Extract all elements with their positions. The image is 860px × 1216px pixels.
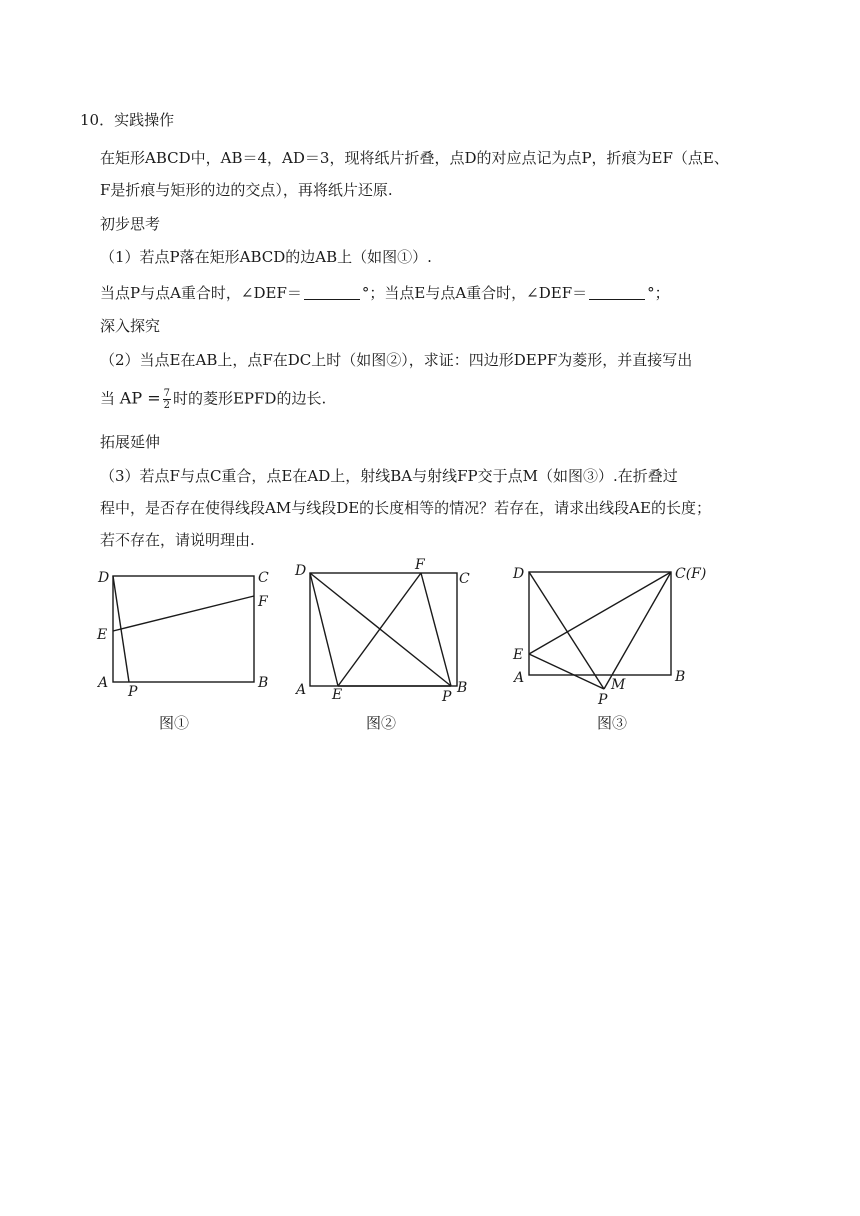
fig3-label-M: M — [611, 677, 626, 693]
fig2-line-DE — [310, 573, 338, 686]
fig2-line-EF — [338, 573, 421, 686]
answer-blank-1[interactable] — [304, 284, 360, 300]
problem-number: 10． — [80, 111, 115, 129]
figure-2 — [290, 555, 480, 705]
fraction — [163, 388, 171, 411]
fig3-label-CF: C(F) — [675, 566, 707, 582]
fig3-label-E: E — [513, 647, 524, 663]
fig1-rectangle — [113, 576, 254, 682]
fig3-label-D: D — [513, 566, 525, 582]
section1-title: 初步思考 — [100, 215, 161, 233]
section3-title: 拓展延伸 — [100, 433, 161, 451]
q1-line-1: （1）若点P落在矩形ABCD的边AB上（如图①）. — [100, 248, 432, 266]
q1-text-b: °；当点E与点A重合时，∠DEF＝ — [361, 284, 588, 302]
fig3-crease-EC — [529, 572, 671, 654]
fig1-caption: 图① — [159, 714, 190, 732]
fig2-label-A: A — [296, 682, 307, 698]
fig3-label-A: A — [514, 670, 525, 686]
fig1-label-A: A — [98, 675, 109, 691]
q2-math: AP = — [119, 388, 161, 408]
fig2-label-C: C — [459, 571, 470, 587]
fig2-caption: 图② — [366, 714, 397, 732]
fig2-label-E: E — [332, 687, 343, 703]
q1-line-2 — [100, 283, 670, 303]
fig1-label-P: P — [128, 684, 138, 700]
q1-text-c: °； — [647, 284, 670, 302]
fig3-line-PC — [604, 572, 671, 689]
fig3-caption: 图③ — [597, 714, 628, 732]
fig1-label-C: C — [258, 570, 269, 586]
q2-text-b: 时的菱形EPFD的边长. — [172, 389, 327, 408]
q2-line-2 — [100, 388, 326, 411]
problem-title: 实践操作 — [114, 111, 175, 129]
figure-3 — [505, 558, 725, 706]
fig2-label-F: F — [415, 557, 425, 573]
fig2-label-P: P — [442, 689, 452, 705]
intro-line-1: 在矩形ABCD中，AB＝4，AD＝3，现将纸片折叠，点D的对应点记为点P，折痕为EF（点E、 — [100, 149, 729, 167]
fig2-line-FP — [421, 573, 451, 686]
figure-1 — [90, 560, 280, 705]
problem-heading — [80, 110, 174, 130]
fig1-label-F: F — [258, 594, 268, 610]
fig2-label-B: B — [457, 680, 468, 696]
q3-line-3: 若不存在，请说明理由. — [100, 531, 255, 549]
fig1-label-E: E — [97, 627, 108, 643]
fig3-rectangle — [529, 572, 671, 675]
fig2-label-D: D — [295, 563, 307, 579]
q2-line-1: （2）当点E在AB上，点F在DC上时（如图②），求证：四边形DEPF为菱形，并直接写出 — [100, 351, 693, 369]
fraction-numerator: 7 — [163, 388, 170, 399]
answer-blank-2[interactable] — [589, 284, 645, 300]
fig3-label-B: B — [675, 669, 686, 685]
intro-line-2: F是折痕与矩形的边的交点），再将纸片还原. — [100, 181, 393, 199]
fig2-line-DP — [310, 573, 451, 686]
section2-title: 深入探究 — [100, 317, 161, 335]
fig1-crease-EF — [113, 596, 254, 631]
fig1-label-B: B — [258, 675, 269, 691]
q3-line-1: （3）若点F与点C重合，点E在AD上，射线BA与射线FP交于点M（如图③）.在折叠过 — [100, 467, 678, 485]
fig1-label-D: D — [98, 570, 110, 586]
q2-text-a: 当 — [100, 389, 116, 408]
fig3-label-P: P — [598, 692, 608, 706]
fraction-denominator: 2 — [163, 400, 170, 411]
q3-line-2: 程中，是否存在使得线段AM与线段DE的长度相等的情况？若存在，请求出线段AE的长度； — [100, 499, 711, 517]
q1-text-a: 当点P与点A重合时，∠DEF＝ — [100, 284, 302, 302]
